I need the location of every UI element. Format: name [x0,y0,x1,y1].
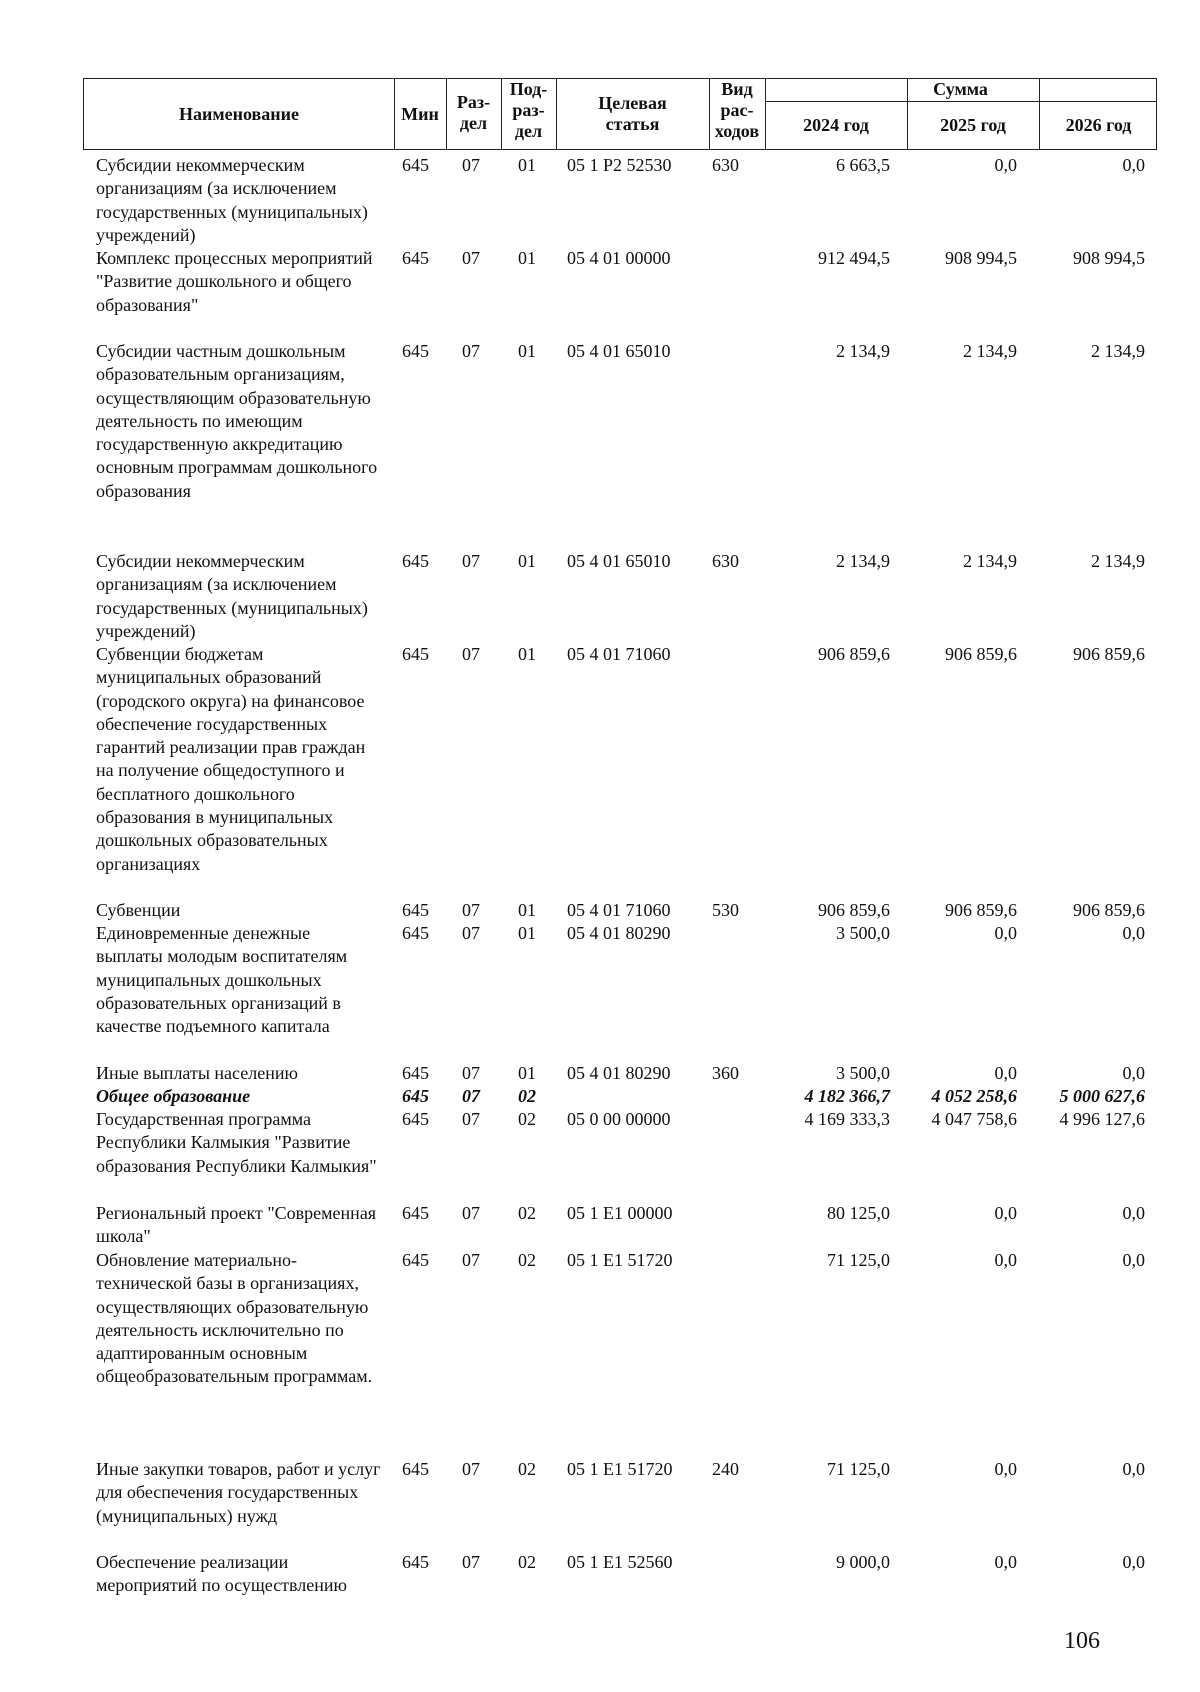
header-podrazdel: Под- раз- дел [509,79,548,141]
row-min: 645 [402,900,429,920]
row-sum-2024: 9 000,0 [836,1552,890,1572]
row-sum-2024: 3 500,0 [836,923,890,943]
row-razdel: 07 [462,1203,480,1223]
row-sum-2025: 906 859,6 [945,900,1017,920]
row-name: Субвенции бюджетам муниципальных образований (городского округа) на финансовое обеспечение государственных гарантий реализации прав граждан на получение общедоступного и бесплатного дошкольного образования в муниципальных дошкольных образовательных организациях [96,644,366,874]
row-sum-2024: 71 125,0 [827,1459,890,1479]
row-min: 645 [402,341,429,361]
row-sum-2024: 3 500,0 [836,1063,890,1083]
row-sum-2026: 4 996 127,6 [1059,1109,1145,1129]
row-sum-2025: 4 047 758,6 [931,1109,1017,1129]
row-vid: 240 [712,1459,739,1479]
row-celevaya: 05 4 01 80290 [567,1063,671,1083]
row-name: Общее образование [96,1086,251,1106]
row-sum-2025: 0,0 [994,1459,1017,1479]
row-name: Единовременные денежные выплаты молодым воспитателям муниципальных дошкольных образовательных организаций в качестве подъемного капитала [96,923,348,1037]
row-podrazdel: 01 [518,341,536,361]
row-sum-2025: 908 994,5 [945,248,1017,268]
row-celevaya: 05 1 Е1 51720 [567,1250,673,1270]
row-name: Обновление материально-технической базы в организациях, осуществляющих образовательную деятельность исключительно по адаптированным основным общеобразовательным программам. [96,1250,373,1387]
row-sum-2024: 906 859,6 [818,644,890,664]
row-sum-2025: 0,0 [994,1063,1017,1083]
row-min: 645 [402,1086,429,1106]
row-podrazdel: 02 [518,1552,536,1572]
row-name: Субсидии некоммерческим организациям (за исключением государственных (муниципальных) учреждений) [96,155,368,245]
row-podrazdel: 02 [518,1459,536,1479]
row-podrazdel: 01 [518,155,536,175]
row-sum-2024: 80 125,0 [827,1203,890,1223]
row-podrazdel: 01 [518,248,536,268]
row-vid: 530 [712,900,739,920]
row-razdel: 07 [462,1459,480,1479]
header-2026: 2026 год [1065,115,1132,135]
row-min: 645 [402,1552,429,1572]
row-podrazdel: 01 [518,644,536,664]
row-min: 645 [402,1109,429,1129]
row-celevaya: 05 1 Е1 52560 [567,1552,673,1572]
page-number: 106 [1064,1628,1100,1654]
row-sum-2025: 4 052 258,6 [931,1086,1017,1106]
row-celevaya: 05 4 01 71060 [567,644,671,664]
row-podrazdel: 01 [518,923,536,943]
row-razdel: 07 [462,900,480,920]
row-celevaya: 05 0 00 00000 [567,1109,671,1129]
row-min: 645 [402,1250,429,1270]
row-razdel: 07 [462,1063,480,1083]
row-razdel: 07 [462,248,480,268]
row-name: Субсидии некоммерческим организациям (за исключением государственных (муниципальных) учреждений) [96,551,368,641]
row-razdel: 07 [462,551,480,571]
row-sum-2026: 0,0 [1122,1203,1145,1223]
row-sum-2026: 906 859,6 [1073,644,1145,664]
header-celevaya: Целевая статья [598,93,667,134]
row-celevaya: 05 1 Р2 52530 [567,155,672,175]
row-name: Субвенции [96,900,181,920]
row-sum-2024: 912 494,5 [818,248,890,268]
header-min: Мин [401,104,439,124]
row-sum-2024: 4 182 366,7 [804,1086,890,1106]
row-podrazdel: 02 [518,1203,536,1223]
row-sum-2026: 5 000 627,6 [1059,1086,1145,1106]
row-sum-2024: 2 134,9 [836,341,890,361]
row-name: Субсидии частным дошкольным образовательным организациям, осуществляющим образовательную деятельность по имеющим государственную аккредитацию основным программам дошкольного образования [96,341,378,501]
row-sum-2026: 0,0 [1122,1250,1145,1270]
row-sum-2025: 0,0 [994,1250,1017,1270]
row-sum-2026: 906 859,6 [1073,900,1145,920]
row-sum-2026: 908 994,5 [1073,248,1145,268]
row-sum-2025: 2 134,9 [963,551,1017,571]
row-sum-2024: 906 859,6 [818,900,890,920]
row-podrazdel: 01 [518,1063,536,1083]
header-summa: Сумма [933,79,988,99]
row-sum-2024: 6 663,5 [836,155,890,175]
row-min: 645 [402,1203,429,1223]
row-razdel: 07 [462,1086,480,1106]
row-min: 645 [402,1459,429,1479]
row-sum-2026: 0,0 [1122,155,1145,175]
row-sum-2025: 906 859,6 [945,644,1017,664]
row-sum-2025: 0,0 [994,1552,1017,1572]
row-razdel: 07 [462,1109,480,1129]
row-razdel: 07 [462,923,480,943]
row-podrazdel: 02 [518,1086,536,1106]
row-vid: 630 [712,551,739,571]
row-sum-2024: 71 125,0 [827,1250,890,1270]
header-razdel: Раз- дел [456,92,491,133]
row-podrazdel: 01 [518,551,536,571]
row-name: Комплекс процессных мероприятий "Развитие дошкольного и общего образования" [96,248,373,315]
row-podrazdel: 02 [518,1109,536,1129]
row-celevaya: 05 4 01 00000 [567,248,671,268]
row-sum-2025: 0,0 [994,923,1017,943]
row-sum-2026: 2 134,9 [1091,551,1145,571]
row-min: 645 [402,644,429,664]
row-sum-2026: 0,0 [1122,1063,1145,1083]
row-podrazdel: 01 [518,900,536,920]
row-min: 645 [402,248,429,268]
row-min: 645 [402,1063,429,1083]
row-sum-2026: 0,0 [1122,1552,1145,1572]
row-vid: 360 [712,1063,739,1083]
header-vid: Вид рас- ходов [714,79,760,141]
row-razdel: 07 [462,155,480,175]
row-sum-2026: 0,0 [1122,923,1145,943]
row-razdel: 07 [462,1552,480,1572]
row-razdel: 07 [462,341,480,361]
row-vid: 630 [712,155,739,175]
row-sum-2026: 2 134,9 [1091,341,1145,361]
row-name: Обеспечение реализации мероприятий по осуществлению [96,1552,347,1596]
row-name: Иные выплаты населению [96,1063,298,1083]
row-min: 645 [402,155,429,175]
header-2025: 2025 год [940,115,1006,135]
row-razdel: 07 [462,1250,480,1270]
row-razdel: 07 [462,644,480,664]
row-sum-2024: 4 169 333,3 [804,1109,890,1129]
row-sum-2025: 0,0 [994,1203,1017,1223]
header-name: Наименование [179,104,299,124]
row-name: Государственная программа Республики Калмыкия "Развитие образования Республики Калмыкия" [96,1109,377,1176]
row-name: Иные закупки товаров, работ и услуг для обеспечения государственных (муниципальных) нужд [96,1459,381,1526]
row-celevaya: 05 4 01 71060 [567,900,671,920]
row-sum-2026: 0,0 [1122,1459,1145,1479]
header-2024: 2024 год [803,115,869,135]
row-celevaya: 05 4 01 65010 [567,551,671,571]
row-min: 645 [402,923,429,943]
row-sum-2025: 0,0 [994,155,1017,175]
row-min: 645 [402,551,429,571]
row-celevaya: 05 4 01 80290 [567,923,671,943]
row-celevaya: 05 1 Е1 51720 [567,1459,673,1479]
row-name: Региональный проект "Современная школа" [96,1203,377,1247]
row-podrazdel: 02 [518,1250,536,1270]
row-celevaya: 05 4 01 65010 [567,341,671,361]
row-celevaya: 05 1 Е1 00000 [567,1203,673,1223]
row-sum-2025: 2 134,9 [963,341,1017,361]
row-sum-2024: 2 134,9 [836,551,890,571]
